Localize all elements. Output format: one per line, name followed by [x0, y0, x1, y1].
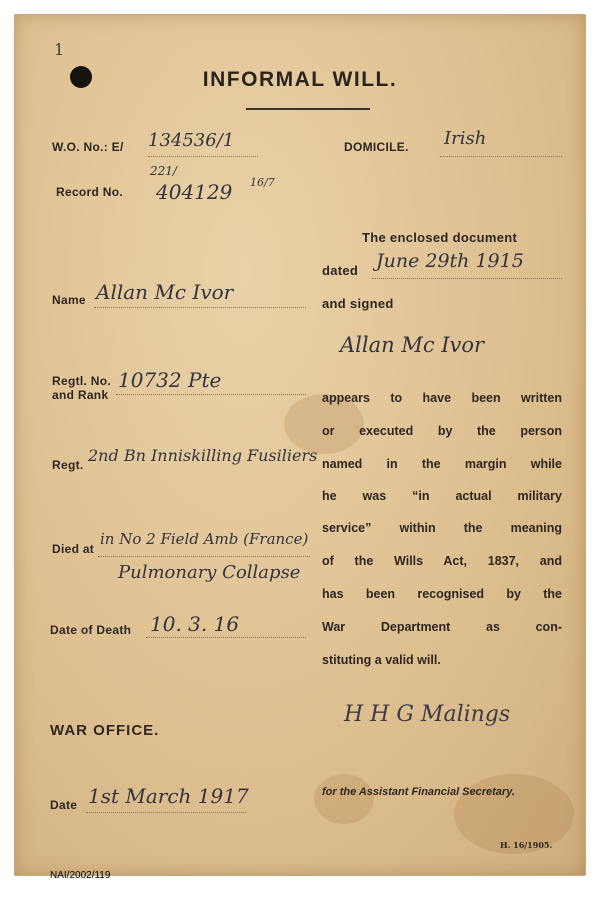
- signed-label: and signed: [322, 296, 394, 311]
- statement-line: has been recognised by the: [322, 587, 562, 601]
- dated-value: June 29th 1915: [376, 250, 524, 272]
- name-label: Name: [52, 293, 86, 307]
- name-value: Allan Mc Ivor: [96, 280, 234, 304]
- regtl-no-label-line1: Regtl. No.: [52, 374, 111, 388]
- wo-no-label: W.O. No.: E/: [52, 140, 124, 154]
- statement-line: or executed by the person: [322, 424, 562, 438]
- statement-line: appears to have been written: [322, 391, 562, 405]
- statement-line: of the Wills Act, 1837, and: [322, 554, 562, 568]
- record-no-prefix: 221/: [150, 164, 177, 178]
- died-at-line: [98, 556, 310, 557]
- name-line: [94, 307, 306, 308]
- regtl-no-line: [116, 394, 306, 395]
- domicile-value: Irish: [444, 128, 487, 149]
- paper-stain: [314, 774, 374, 824]
- war-office-label: WAR OFFICE.: [50, 722, 160, 739]
- form-code: H. 16/1905.: [500, 840, 553, 850]
- statement-line: named in the margin while: [322, 457, 562, 471]
- regtl-no-label-line2: and Rank: [52, 388, 109, 402]
- regtl-no-label: [52, 374, 111, 402]
- dated-line: [372, 278, 562, 279]
- regt-value: 2nd Bn Inniskilling Fusiliers: [88, 446, 318, 465]
- statement-line: stituting a valid will.: [322, 653, 441, 667]
- statement-line1: The enclosed document: [362, 230, 518, 245]
- record-no-label: Record No.: [56, 185, 124, 199]
- statement-line: he was “in actual military: [322, 489, 562, 503]
- domicile-label: DOMICILE.: [344, 140, 409, 154]
- date-line: [86, 812, 246, 813]
- date-of-death-label: Date of Death: [50, 623, 132, 637]
- signed-value: Allan Mc Ivor: [340, 333, 485, 357]
- dated-label: dated: [322, 263, 359, 278]
- died-at-value-line1: in No 2 Field Amb (France): [100, 530, 309, 548]
- date-of-death-line: [146, 637, 306, 638]
- title-underline: [246, 108, 370, 110]
- died-at-value-line2: Pulmonary Collapse: [118, 562, 301, 583]
- signature: H H G Malings: [344, 702, 511, 727]
- date-of-death-value: 10. 3. 16: [150, 612, 240, 636]
- form-title: INFORMAL WILL.: [202, 68, 398, 91]
- died-at-label: Died at: [52, 542, 95, 556]
- wo-no-line: [148, 156, 258, 157]
- statement-line: War Department as con-: [322, 620, 562, 634]
- regt-label: Regt.: [52, 458, 84, 472]
- regtl-no-value: 10732 Pte: [118, 368, 222, 392]
- domicile-line: [440, 156, 562, 157]
- signatory-caption: for the Assistant Financial Secretary.: [322, 786, 515, 798]
- wo-no-value: 134536/1: [148, 130, 235, 151]
- date-label: Date: [50, 798, 78, 812]
- record-no-suffix: 16/7: [250, 176, 275, 189]
- statement-line: service” within the meaning: [322, 521, 562, 535]
- record-no-value: 404129: [156, 180, 233, 204]
- corner-mark: 1: [54, 40, 65, 59]
- archive-reference: NAI/2002/119: [50, 870, 111, 881]
- date-value: 1st March 1917: [88, 784, 249, 808]
